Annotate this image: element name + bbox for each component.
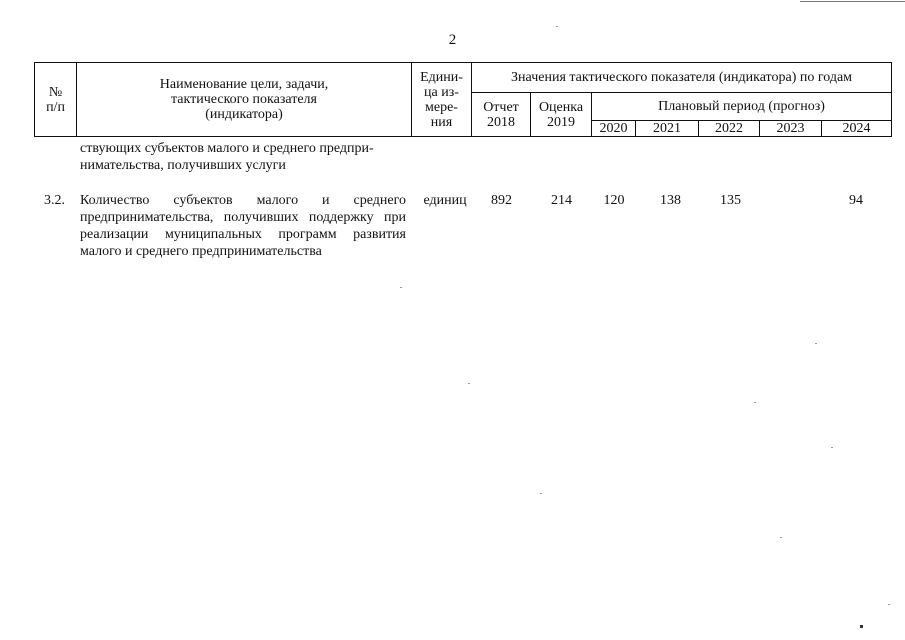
row-estimate-2019: 214 (551, 193, 572, 208)
indicator-table-header (34, 62, 892, 137)
header-year-2024: 2024 (822, 121, 892, 137)
continued-row-text: ствующих субъектов малого и среднего предпри- нимательства, получивших услуги (80, 141, 374, 173)
header-year-2020: 2020 (592, 121, 636, 137)
row-number: 3.2. (44, 193, 65, 208)
row-indicator-name: Количество субъектов малого и среднего предпринимательства, получивших поддержку при реализации муниципальных программ развития малого и среднего предпринимательства (80, 193, 406, 259)
header-year-2021: 2021 (636, 121, 699, 137)
scan-speck (468, 383, 470, 384)
header-col-number: № п/п (35, 63, 77, 137)
scan-speck (540, 493, 542, 494)
row-report-2018: 892 (491, 193, 512, 208)
header-year-2023: 2023 (760, 121, 822, 137)
row-value-2021: 138 (660, 193, 681, 208)
row-value-2022: 135 (720, 193, 741, 208)
header-values-title: Значения тактического показателя (индикатора) по годам (472, 63, 892, 93)
row-unit: единиц (423, 193, 467, 208)
header-year-2022: 2022 (699, 121, 760, 137)
scan-speck (888, 604, 890, 605)
row-value-2024: 94 (849, 193, 863, 208)
header-report-2018: Отчет 2018 (472, 93, 531, 137)
scan-speck (780, 537, 782, 538)
scan-speck (815, 343, 817, 344)
scan-speck (400, 287, 402, 288)
header-estimate-2019: Оценка 2019 (531, 93, 592, 137)
scan-speck (831, 447, 833, 448)
header-col-unit: Едини- ца из- мере- ния (412, 63, 472, 137)
scan-speck (754, 402, 756, 403)
header-col-name: Наименование цели, задачи, тактического показателя (индикатора) (77, 63, 412, 137)
row-value-2020: 120 (603, 193, 625, 208)
scan-speck (860, 625, 863, 628)
page-number: 2 (448, 32, 457, 48)
scan-speck (556, 26, 558, 27)
header-plan-period: Плановый период (прогноз) (592, 93, 892, 121)
top-edge-rule (800, 1, 905, 2)
